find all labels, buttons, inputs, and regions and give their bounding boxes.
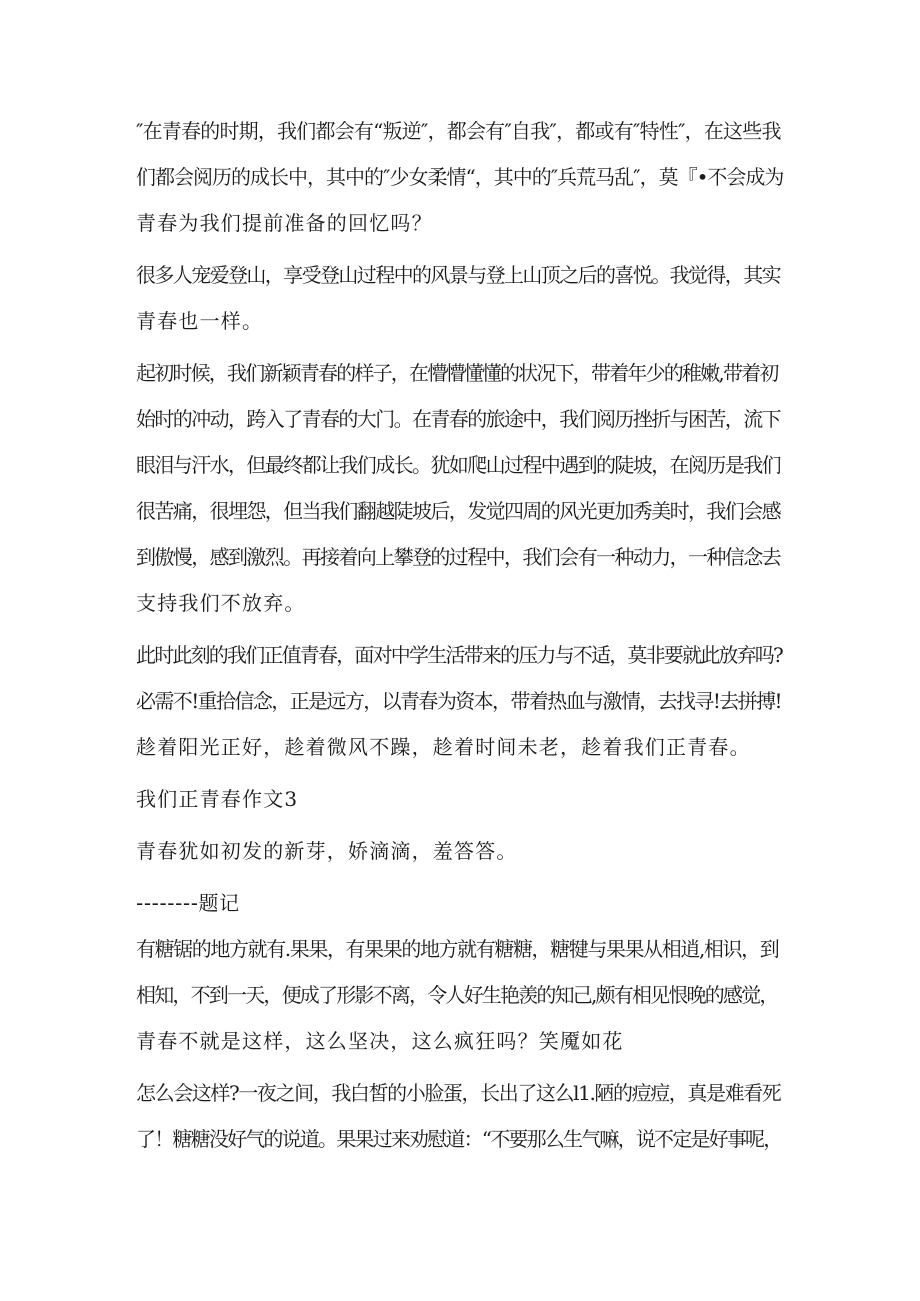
text-line: 相知，不到一天，便成了形影不离，令人好生艳羡的知己,颇有相见恨晚的感觉， [136,983,778,1007]
text-line: 趁着阳光正好，趁着微风不躁，趁着时间未老，趁着我们正青春。 [136,735,751,759]
text-line: 了！糖糖没好气的说道。果果过来劝慰道：“不要那么生气嘛，说不定是好事呢， [136,1127,782,1151]
text-line: 起初时候，我们新颖青春的样子，在懵懵懂懂的状况下，带着年少的稚嫩,带着初 [136,361,778,385]
text-line: 必需不!重拾信念，正是远方，以青春为资本，带着热血与激情，去找寻!去拼搏! [136,689,781,713]
text-line: 此时此刻的我们正值青春，面对中学生活带来的压力与不适，莫非要就此放弃吗? [136,643,782,667]
text-line: 到傲慢，感到激烈。再接着向上攀登的过程中，我们会有一种动力，一种信念去 [136,545,780,569]
text-line: 青春也一样。 [136,309,264,333]
text-line: 青春不就是这样，这么坚决，这么疯狂吗？笑魇如花 [136,1029,624,1053]
text-line: 始时的冲动，跨入了青春的大门。在青春的旅途中，我们阅历挫折与困苦，流下 [136,407,780,431]
section-heading: 我们正青春作文3 [136,787,299,811]
epigraph-line: --------题记 [136,891,240,915]
text-line: 支持我们不放弃。 [136,591,306,615]
text-line: ″在青春的时期，我们都会有“叛逆″，都会有″自我″，都或有″特性″，在这些我 [136,119,781,143]
text-line: 怎么会这样?一夜之间，我白皙的小脸蛋，长出了这么l1.陋的痘痘，真是难看死 [136,1081,781,1105]
text-line: 青春犹如初发的新芽，娇滴滴，羞答答。 [136,839,518,863]
text-line: 很多人宠爱登山，享受登山过程中的风景与登上山顶之后的喜悦。我觉得，其实 [136,263,780,287]
text-line: 很苦痛，很埋怨，但当我们翻越陡坡后，发觉四周的风光更加秀美时，我们会感 [136,499,780,523]
text-line: 眼泪与汗水，但最终都让我们成长。犹如爬山过程中遇到的陡坡，在阅历是我们 [136,453,780,477]
text-line: 青春为我们提前准备的回忆吗？ [136,211,433,235]
text-line: 们都会阅历的成长中，其中的″少女柔情“，其中的″兵荒马乱″，莫『•不会成为 [136,165,784,189]
text-line: 有糖锯的地方就有.果果，有果果的地方就有糖糖，糖犍与果果从相逍,相识，到 [136,937,779,961]
